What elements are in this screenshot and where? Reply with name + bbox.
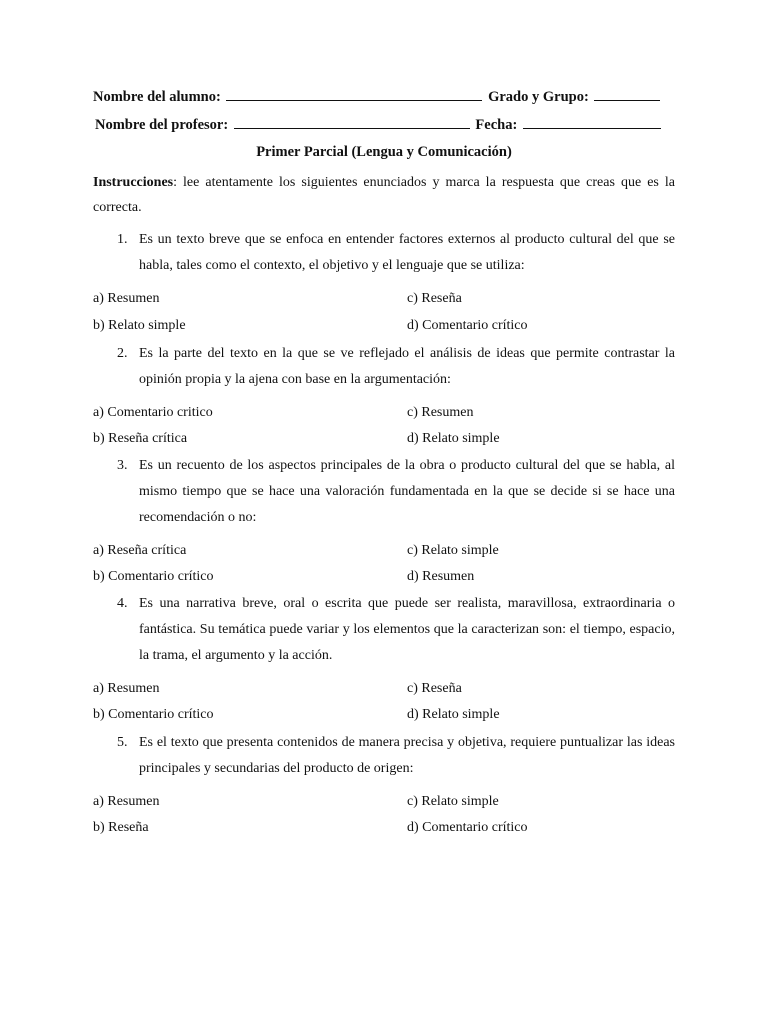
question-text: Es un texto breve que se enfoca en entender factores externos al producto cultural del que se habla, tales como el contexto, el objetivo y el lenguaje que se utiliza:	[139, 232, 675, 273]
question-5-option-b[interactable]: b) Reseña	[93, 820, 149, 835]
grade-group-blank	[594, 86, 660, 101]
question-2-option-a[interactable]: a) Comentario critico	[93, 405, 213, 420]
question-number: 5.	[117, 735, 128, 750]
question-5-option-d[interactable]: d) Comentario crítico	[407, 820, 528, 835]
question-1-option-d[interactable]: d) Comentario crítico	[407, 318, 528, 333]
question-text: Es una narrativa breve, oral o escrita que puede ser realista, maravillosa, extraordinaria o fantástica. Su temática puede variar y los elementos que la caracterizan son: el tiempo, espacio, la trama, el argumento y la acción.	[139, 596, 675, 663]
question-4-option-c[interactable]: c) Reseña	[407, 681, 462, 696]
question-1-option-c[interactable]: c) Reseña	[407, 291, 462, 306]
exam-title: Primer Parcial (Lengua y Comunicación)	[256, 144, 512, 160]
question-4	[117, 591, 675, 669]
question-4-option-b[interactable]: b) Comentario crítico	[93, 707, 214, 722]
date-label: Fecha:	[475, 117, 518, 133]
teacher-name-label: Nombre del profesor:	[95, 117, 229, 133]
instructions-paragraph	[93, 170, 675, 220]
question-5	[117, 730, 675, 782]
question-4-option-a[interactable]: a) Resumen	[93, 681, 160, 696]
question-number: 2.	[117, 346, 128, 361]
question-2-option-c[interactable]: c) Resumen	[407, 405, 474, 420]
question-3	[117, 453, 675, 531]
instructions-label: Instrucciones	[93, 175, 174, 190]
question-text: Es el texto que presenta contenidos de manera precisa y objetiva, requiere puntualizar las ideas principales y secundarias del producto de origen:	[139, 735, 675, 776]
question-2-option-d[interactable]: d) Relato simple	[407, 431, 500, 446]
question-3-option-a[interactable]: a) Reseña crítica	[93, 543, 187, 558]
question-1-option-b[interactable]: b) Relato simple	[93, 318, 186, 333]
student-name-blank	[226, 86, 482, 101]
header-teacher-line	[95, 114, 663, 135]
question-5-option-a[interactable]: a) Resumen	[93, 794, 160, 809]
question-3-option-d[interactable]: d) Resumen	[407, 569, 475, 584]
question-2-option-b[interactable]: b) Reseña crítica	[93, 431, 188, 446]
question-number: 4.	[117, 596, 128, 611]
student-name-label: Nombre del alumno:	[93, 89, 221, 105]
date-blank	[523, 114, 661, 129]
header-student-line	[93, 86, 662, 107]
teacher-name-blank	[234, 114, 470, 129]
question-text: Es la parte del texto en la que se ve reflejado el análisis de ideas que permite contrastar la opinión propia y la ajena con base en la argumentación:	[139, 346, 675, 387]
grade-group-label: Grado y Grupo:	[488, 89, 589, 105]
question-1-option-a[interactable]: a) Resumen	[93, 291, 160, 306]
question-5-option-c[interactable]: c) Relato simple	[407, 794, 499, 809]
question-3-option-b[interactable]: b) Comentario crítico	[93, 569, 214, 584]
question-3-option-c[interactable]: c) Relato simple	[407, 543, 499, 558]
question-4-option-d[interactable]: d) Relato simple	[407, 707, 500, 722]
question-number: 1.	[117, 232, 128, 247]
instructions-text: : lee atentamente los siguientes enunciados y marca la respuesta que creas que es la correcta.	[93, 175, 675, 215]
question-text: Es un recuento de los aspectos principales de la obra o producto cultural del que se habla, al mismo tiempo que se hace una valoración fundamentada en la que se decide si se hace una recomendación o no:	[139, 458, 675, 525]
question-2	[117, 341, 675, 393]
question-number: 3.	[117, 458, 128, 473]
question-1	[117, 227, 675, 279]
